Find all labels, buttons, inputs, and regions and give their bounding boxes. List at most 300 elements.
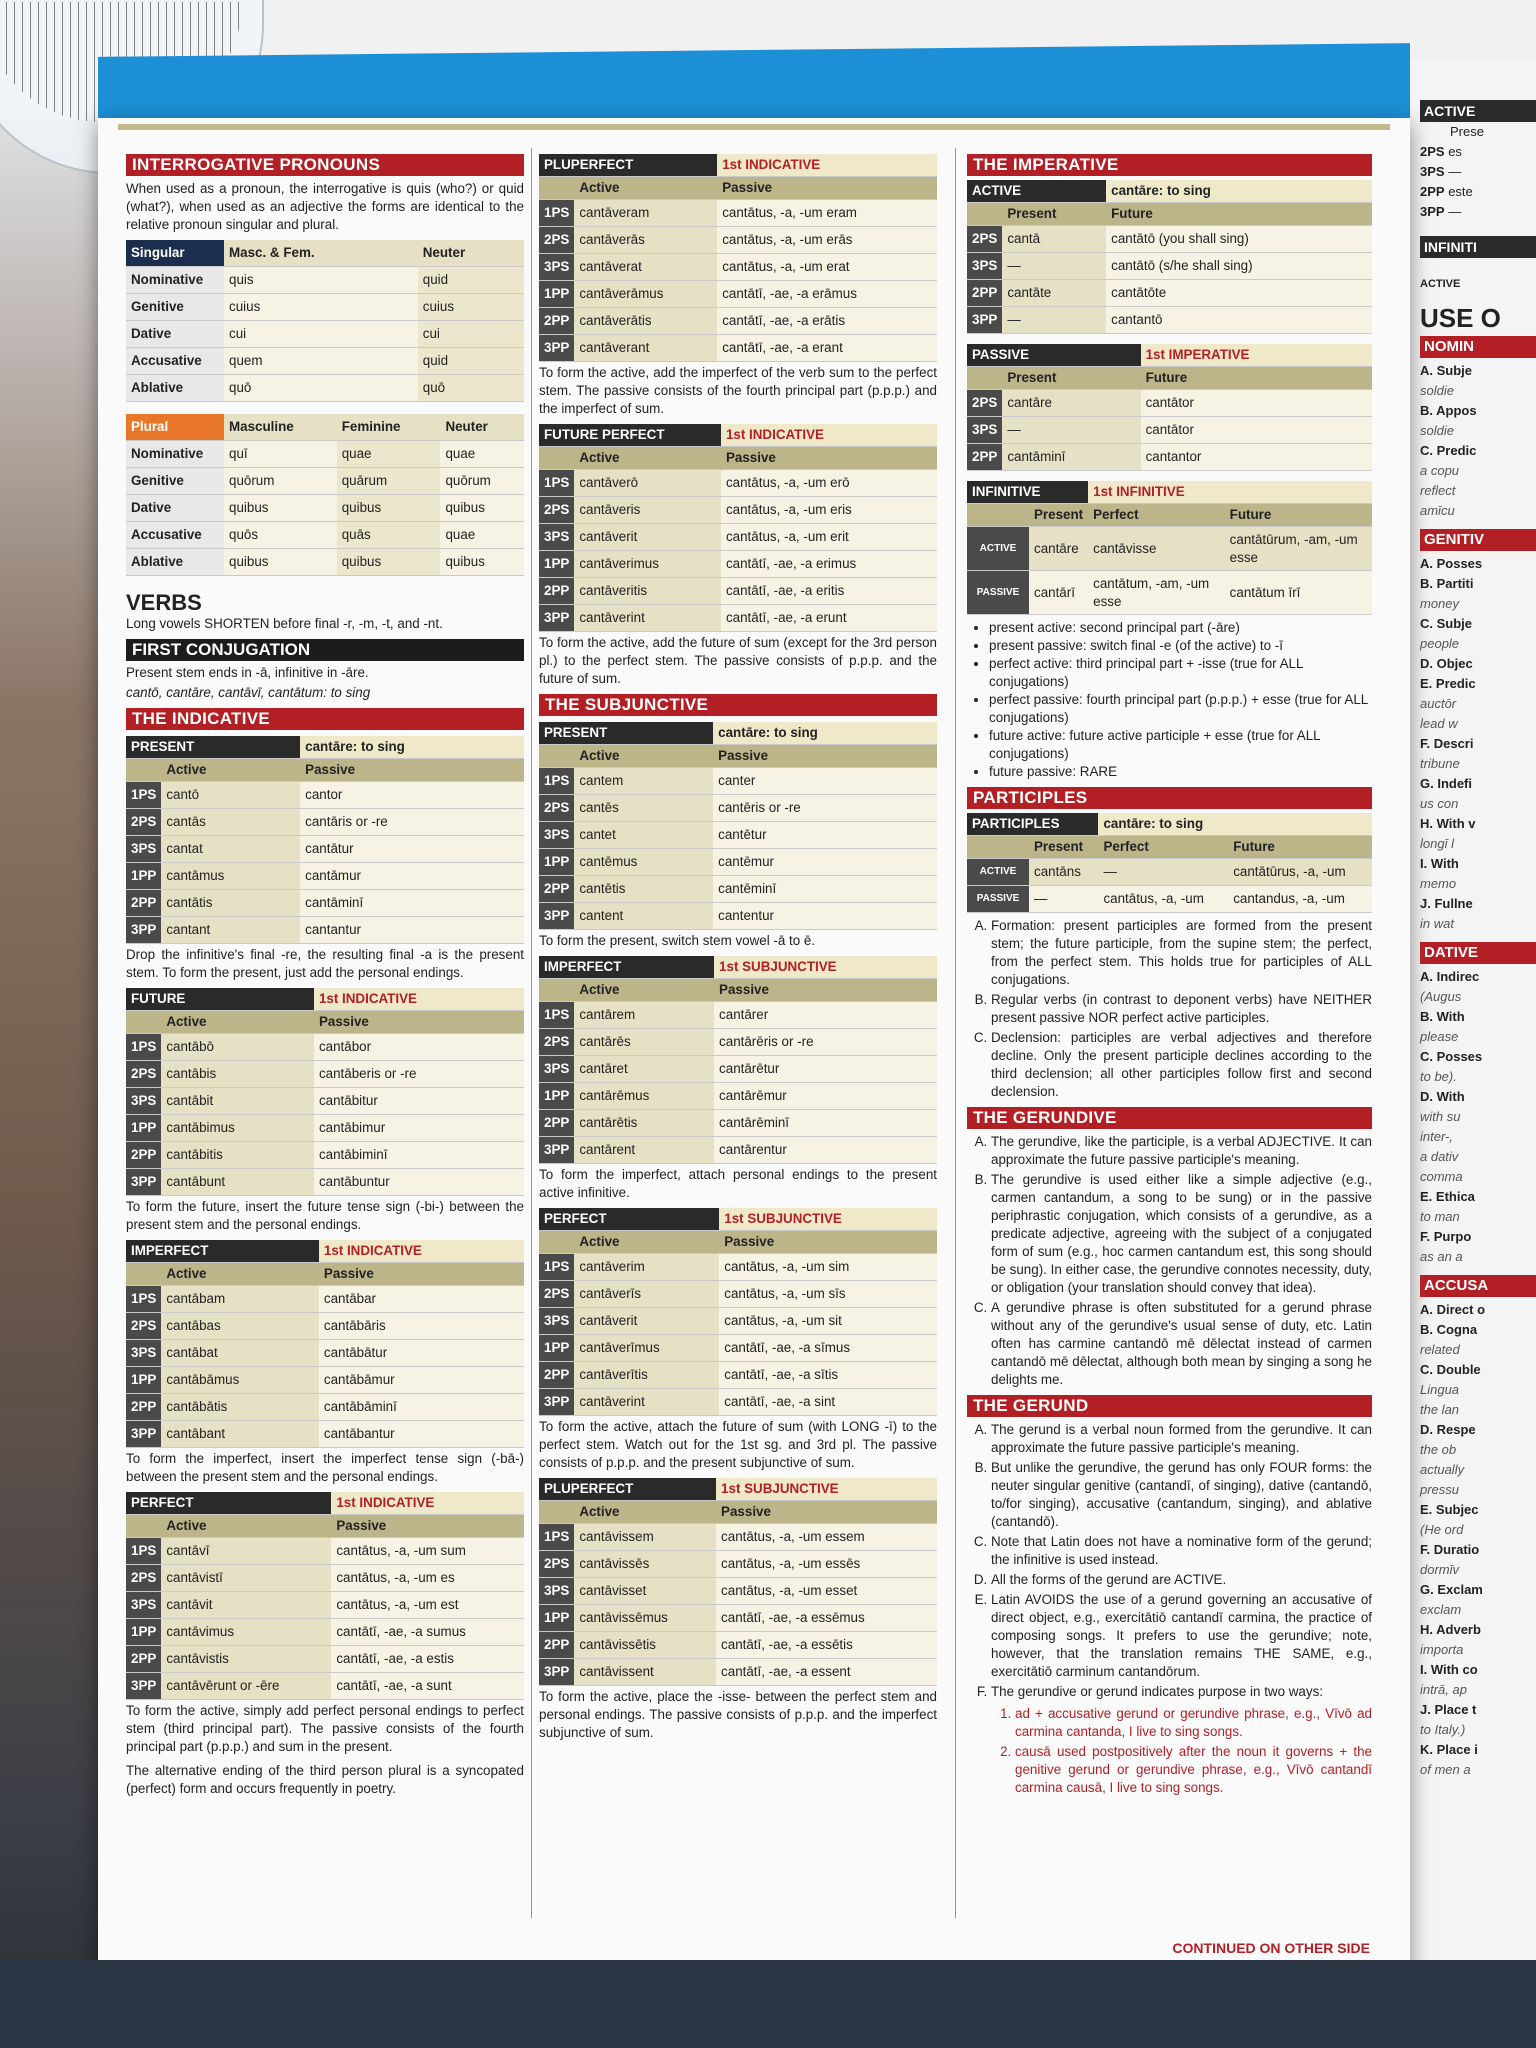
active-form: cantet xyxy=(574,822,713,849)
table-row xyxy=(539,1254,937,1281)
tense-title: PLUPERFECT xyxy=(539,1478,716,1501)
person-label: 2PP xyxy=(967,444,1002,471)
active-form: cantāvistī xyxy=(161,1565,331,1592)
person-label: 3PS xyxy=(126,1340,161,1367)
table-row xyxy=(539,1137,937,1164)
adj-value: este xyxy=(1448,184,1473,199)
column-2 xyxy=(539,148,937,1744)
adj-line: tribune xyxy=(1420,756,1460,771)
mood-label xyxy=(300,736,524,759)
passive-form: cantārēminī xyxy=(714,1110,937,1137)
table-row xyxy=(539,1524,937,1551)
active-form: cantāveram xyxy=(574,200,717,227)
person-label: 3PS xyxy=(967,253,1002,280)
table-row xyxy=(126,1538,524,1565)
bullet-item: • future active: future active participle + esse (true for ALL conjugations) xyxy=(989,727,1372,763)
adj-row xyxy=(1420,162,1536,182)
active-form: cantāvisset xyxy=(574,1578,716,1605)
note-item: A. The gerund is a verbal noun formed from the gerundive. It can approximate the future passive participle's meaning. xyxy=(991,1421,1372,1457)
infinitive-label: 1st INFINITIVE xyxy=(1093,484,1185,499)
passive-form: canter xyxy=(713,768,937,795)
table-row xyxy=(126,1673,524,1700)
table-cell: quibus xyxy=(224,549,337,576)
active-form: cantāverīs xyxy=(574,1281,719,1308)
passive-form: cantātus, -a, -um est xyxy=(331,1592,524,1619)
active-form: cantābō xyxy=(161,1034,314,1061)
adj-line: lead w xyxy=(1420,716,1458,731)
col-present: Present xyxy=(1002,203,1106,226)
passive-form: cantātī, -ae, -a erimus xyxy=(721,551,937,578)
person-label: 2PS xyxy=(539,227,574,254)
active-form: cantāmus xyxy=(161,863,300,890)
passive-form: cantātus, -a, -um erit xyxy=(721,524,937,551)
adj-line: of men a xyxy=(1420,1762,1471,1777)
table-row xyxy=(126,809,524,836)
active-header: Active xyxy=(574,1501,716,1524)
person-label: 2PP xyxy=(539,578,574,605)
passive-header: Passive xyxy=(719,1231,937,1254)
adj-accusative-list xyxy=(1420,1300,1536,1780)
table-row xyxy=(967,226,1372,253)
present-indicative-table xyxy=(126,736,524,982)
passive-form: cantābāminī xyxy=(319,1394,524,1421)
person-label: 3PP xyxy=(126,1421,161,1448)
active-form: cantārēs xyxy=(574,1029,714,1056)
table-row xyxy=(539,795,937,822)
table-cell: quibus xyxy=(224,495,337,522)
table-cell: quem xyxy=(224,348,418,375)
active-form: cantābimus xyxy=(161,1115,314,1142)
person-label: 1PP xyxy=(126,863,161,890)
mood-label-text: 1st INDICATIVE xyxy=(336,1495,435,1510)
passive-form: cantātī, -ae, -a estis xyxy=(331,1646,524,1673)
person-label: 3PS xyxy=(539,1308,574,1335)
table-row xyxy=(539,551,937,578)
header-cell: Masculine xyxy=(224,414,337,441)
active-form: cantābat xyxy=(161,1340,319,1367)
passive-form: cantārētur xyxy=(714,1056,937,1083)
bullet-item: • present active: second principal part (-āre) xyxy=(989,619,1372,637)
future-form: cantātō (s/he shall sing) xyxy=(1106,253,1372,280)
adj-line: please xyxy=(1420,1029,1459,1044)
table-row xyxy=(126,782,524,809)
adj-line: to Italy.) xyxy=(1420,1722,1466,1737)
adj-line: I. With xyxy=(1420,856,1459,871)
active-form: cantās xyxy=(161,809,300,836)
mood-label xyxy=(319,1240,524,1263)
adj-line: the ob xyxy=(1420,1442,1457,1457)
note-item: A. The gerundive, like the participle, is a verbal ADJECTIVE. It can approximate the future passive participle's meaning. xyxy=(991,1133,1372,1169)
adj-line: a dativ xyxy=(1420,1149,1459,1164)
table-row xyxy=(126,1313,524,1340)
table-row xyxy=(539,1083,937,1110)
continued-note: CONTINUED ON OTHER SIDE xyxy=(1172,1940,1370,1956)
passive-form: cantābāmur xyxy=(319,1367,524,1394)
adj-label: 3PP xyxy=(1420,204,1445,219)
passive-form: cantāris or -re xyxy=(300,809,524,836)
verb-table xyxy=(539,154,937,362)
note-item: C. Declension: participles are verbal adjectives and therefore decline. Only the present participle declines according to the third declension; all other participles follow first and second declension. xyxy=(991,1029,1372,1101)
adj-line: B. With xyxy=(1420,1009,1465,1024)
imperative-active-table xyxy=(967,180,1372,334)
table-cell: cantātum īrī xyxy=(1225,571,1372,615)
purpose-item: 1. ad + accusative gerund or gerundive phrase, e.g., Vīvō ad carmina cantanda, I live to sing songs. xyxy=(1015,1705,1372,1741)
table-row xyxy=(539,1389,937,1416)
voice-header-row xyxy=(126,1263,524,1286)
case-label: Ablative xyxy=(126,375,224,402)
first-conjugation-title: FIRST CONJUGATION xyxy=(126,639,524,661)
imperative-active-header: ACTIVE xyxy=(967,180,1106,203)
table-row xyxy=(539,254,937,281)
col-perfect: Perfect xyxy=(1098,836,1228,859)
adj-line: E. Predic xyxy=(1420,676,1476,691)
infinitive-bullets xyxy=(967,619,1372,781)
voice-header-row xyxy=(539,745,937,768)
active-form: cantāvistis xyxy=(161,1646,331,1673)
note-item: A. Formation: present participles are formed from the present stem; the future participle, from the supine stem; the perfect, from the perfect stem. This holds true for participles of ALL conjugations. xyxy=(991,917,1372,989)
row-label: PASSIVE xyxy=(967,571,1029,615)
imperative-active-label: cantāre: to sing xyxy=(1106,180,1372,203)
active-form: cantāverim xyxy=(574,1254,719,1281)
header-cell: Masc. & Fem. xyxy=(224,240,418,267)
active-header: Active xyxy=(574,177,717,200)
passive-header: Passive xyxy=(314,1011,524,1034)
blank-cell xyxy=(539,979,574,1002)
person-label: 3PP xyxy=(539,335,574,362)
table-row xyxy=(539,200,937,227)
adj-active-label: ACTIVE xyxy=(1420,278,1461,290)
formation-note: To form the imperfect, insert the imperfect tense sign (-bā-) between the present stem and the personal endings. xyxy=(126,1451,524,1484)
adj-line: H. With v xyxy=(1420,816,1476,831)
person-label: 1PP xyxy=(539,551,574,578)
adj-line: auctōr xyxy=(1420,696,1457,711)
active-form: cantāvissent xyxy=(574,1659,716,1686)
adj-active-header: ACTIVE xyxy=(1420,100,1536,122)
tense-title: PERFECT xyxy=(126,1492,331,1515)
table-row xyxy=(539,1605,937,1632)
adj-line: amīcu xyxy=(1420,503,1455,518)
adj-line: C. Predic xyxy=(1420,443,1477,458)
infinitive-table xyxy=(967,481,1372,615)
active-form: cantābunt xyxy=(161,1169,314,1196)
passive-form: cantātī, -ae, -a erunt xyxy=(721,605,937,632)
present-form: cantāte xyxy=(1002,280,1106,307)
table-row xyxy=(539,524,937,551)
adj-line: E. Ethica xyxy=(1420,1189,1475,1204)
col-future: Future xyxy=(1141,367,1372,390)
table-row xyxy=(967,280,1372,307)
person-label: 3PS xyxy=(539,1056,574,1083)
imperative-title: THE IMPERATIVE xyxy=(967,154,1372,176)
adjacent-panel-content xyxy=(1420,100,1536,1780)
note-item: D. All the forms of the gerund are ACTIVE. xyxy=(991,1571,1372,1589)
adj-line: H. Adverb xyxy=(1420,1622,1481,1637)
table-row xyxy=(126,1421,524,1448)
person-label: 2PS xyxy=(126,1313,161,1340)
person-label: 1PS xyxy=(126,1286,161,1313)
table-row xyxy=(539,281,937,308)
person-label: 1PS xyxy=(539,768,574,795)
passive-header: Passive xyxy=(714,979,937,1002)
passive-form: cantāminī xyxy=(300,890,524,917)
mood-label-text: 1st INDICATIVE xyxy=(725,427,824,442)
person-label: 3PP xyxy=(126,1169,161,1196)
perfect-subjunctive-table xyxy=(539,1208,937,1472)
passive-form: cantātī, -ae, -a essētis xyxy=(716,1632,937,1659)
future-indicative-table xyxy=(126,988,524,1234)
active-form: cantāret xyxy=(574,1056,714,1083)
col-perfect: Perfect xyxy=(1088,504,1225,527)
adj-value: — xyxy=(1448,164,1462,179)
note-item: F. The gerundive or gerund indicates purpose in two ways: xyxy=(991,1683,1372,1701)
adj-line: people xyxy=(1420,636,1460,651)
passive-form: cantārer xyxy=(714,1002,937,1029)
table-cell: cantāvisse xyxy=(1088,527,1225,571)
mood-label-text: 1st SUBJUNCTIVE xyxy=(721,1481,839,1496)
person-label: 3PP xyxy=(539,1389,574,1416)
table-row xyxy=(539,227,937,254)
gerundive-notes xyxy=(967,1133,1372,1389)
active-header: Active xyxy=(161,1011,314,1034)
adj-line: (Augus xyxy=(1420,989,1462,1004)
case-label: Accusative xyxy=(126,348,224,375)
table-row xyxy=(539,1281,937,1308)
adj-line: I. With co xyxy=(1420,1662,1478,1677)
imperfect-indicative-table xyxy=(126,1240,524,1486)
person-label: 2PP xyxy=(539,308,574,335)
imperative-label: 1st IMPERATIVE xyxy=(1145,347,1250,362)
voice-header-row xyxy=(539,1501,937,1524)
table-cell: quis xyxy=(224,267,418,294)
person-label: 2PP xyxy=(126,1394,161,1421)
active-form: cantāverit xyxy=(574,524,721,551)
passive-form: cantārentur xyxy=(714,1137,937,1164)
tense-title: PERFECT xyxy=(539,1208,719,1231)
table-row xyxy=(967,307,1372,334)
interrogative-title: INTERROGATIVE PRONOUNS xyxy=(126,154,524,176)
adj-line: intrā, ap xyxy=(1420,1682,1467,1697)
formation-note: To form the future, insert the future tense sign (-bi-) between the present stem and the personal endings. xyxy=(126,1199,524,1232)
future-form: cantātor xyxy=(1141,417,1372,444)
participles-notes xyxy=(967,917,1372,1101)
blank-cell xyxy=(967,367,1002,390)
passive-form: cantābuntur xyxy=(314,1169,524,1196)
note-item: B. The gerundive is used either like a simple adjective (e.g., carmen cantandum, a song to be sung) or in the passive periphrastic conjugation, which consists of a gerundive, as a predicate adjective, agreeing with the subject of a conjugated form of sum (e.g., hoc carmen cantandum est, this song should be sung). In either case, the gerundive connotes necessity, duty, or obligation (your translation should convey that idea). xyxy=(991,1171,1372,1297)
formation-note: To form the present, switch stem vowel -ā to ē. xyxy=(539,933,816,948)
person-label: 2PP xyxy=(539,876,574,903)
adj-value: — xyxy=(1448,204,1462,219)
active-form: cantābis xyxy=(161,1061,314,1088)
voice-header-row xyxy=(539,177,937,200)
col-present: Present xyxy=(1029,504,1088,527)
person-label: 3PP xyxy=(967,307,1002,334)
bullet-item: • present passive: switch final -e (of the active) to -ī xyxy=(989,637,1372,655)
table-cell: quae xyxy=(440,522,524,549)
person-label: 2PS xyxy=(539,1029,574,1056)
person-label: 2PP xyxy=(126,1142,161,1169)
col-future: Future xyxy=(1228,836,1372,859)
bullet-item: • perfect passive: fourth principal part (p.p.p.) + esse (true for ALL conjugations) xyxy=(989,691,1372,727)
table-row xyxy=(539,1308,937,1335)
passive-form: cantātus, -a, -um eram xyxy=(717,200,937,227)
adj-line: dormīv xyxy=(1420,1562,1460,1577)
table-row xyxy=(126,1169,524,1196)
person-label: 2PS xyxy=(126,1061,161,1088)
blank-cell xyxy=(126,1263,161,1286)
adj-genitive-header: GENITIV xyxy=(1420,529,1536,551)
person-label: 1PS xyxy=(539,1254,574,1281)
adj-accusative-header: ACCUSA xyxy=(1420,1275,1536,1297)
active-form: cantārent xyxy=(574,1137,714,1164)
passive-form: cantābātur xyxy=(319,1340,524,1367)
adj-label: 2PS xyxy=(1420,144,1445,159)
person-label: 3PS xyxy=(539,524,574,551)
table-row xyxy=(126,1394,524,1421)
person-label: 2PP xyxy=(126,1646,161,1673)
adj-genitive-list xyxy=(1420,554,1536,934)
blank-cell xyxy=(126,759,161,782)
adj-line: money xyxy=(1420,596,1460,611)
mood-label-text: 1st INDICATIVE xyxy=(722,157,821,172)
gold-strip xyxy=(118,124,1390,130)
table-row xyxy=(126,1565,524,1592)
person-label: 2PS xyxy=(539,497,574,524)
tense-title: FUTURE PERFECT xyxy=(539,424,721,447)
person-label: 1PP xyxy=(539,1083,574,1110)
table-row xyxy=(539,822,937,849)
table-cell: quae xyxy=(337,441,441,468)
table-row xyxy=(126,321,524,348)
mood-label xyxy=(714,956,937,979)
adj-line: longī l xyxy=(1420,836,1454,851)
active-form: cantābit xyxy=(161,1088,314,1115)
adj-line: (He ord xyxy=(1420,1522,1464,1537)
person-label: 1PS xyxy=(126,782,161,809)
table-row xyxy=(539,1578,937,1605)
passive-form: cantātī, -ae, -a sint xyxy=(719,1389,937,1416)
adj-line: related xyxy=(1420,1342,1460,1357)
table-row xyxy=(539,1659,937,1686)
table-header-row xyxy=(539,154,937,177)
col-present: Present xyxy=(1002,367,1140,390)
passive-form: cantābiminī xyxy=(314,1142,524,1169)
person-label: 3PP xyxy=(126,917,161,944)
adj-line: C. Posses xyxy=(1420,1049,1483,1064)
case-label: Ablative xyxy=(126,549,224,576)
table-row xyxy=(126,549,524,576)
table-cell: cantātūrus, -a, -um xyxy=(1228,859,1372,886)
row-label: ACTIVE xyxy=(967,527,1029,571)
passive-form: cantātur xyxy=(300,836,524,863)
person-label: 1PP xyxy=(126,1367,161,1394)
col-future: Future xyxy=(1106,203,1372,226)
table-row xyxy=(967,253,1372,280)
interrogative-intro: When used as a pronoun, the interrogative is quis (who?) or quid (what?), when used as an adjective the forms are identical to the relative pronoun singular and plural. xyxy=(126,181,524,232)
active-form: cantem xyxy=(574,768,713,795)
table-cell: cantandus, -a, -um xyxy=(1228,886,1372,913)
gerund-title: THE GERUND xyxy=(967,1395,1372,1417)
adj-line: F. Duratio xyxy=(1420,1542,1480,1557)
adj-line: B. Appos xyxy=(1420,403,1477,418)
person-label: 2PS xyxy=(539,1281,574,1308)
passive-header: Passive xyxy=(331,1515,524,1538)
person-label: 2PS xyxy=(539,1551,574,1578)
verb-table xyxy=(539,956,937,1164)
participles-title: PARTICIPLES xyxy=(967,787,1372,809)
header-cell: Neuter xyxy=(418,240,524,267)
present-form: — xyxy=(1002,253,1106,280)
active-header: Active xyxy=(574,745,713,768)
table-row xyxy=(126,863,524,890)
present-form: — xyxy=(1002,307,1106,334)
table-cell: cantātum, -am, -um esse xyxy=(1088,571,1225,615)
table-row xyxy=(539,1362,937,1389)
active-form: cantēmus xyxy=(574,849,713,876)
active-form: cantāveris xyxy=(574,497,721,524)
person-label: 1PP xyxy=(126,1619,161,1646)
active-form: cantāverint xyxy=(574,1389,719,1416)
table-cell: cantātūrum, -am, -um esse xyxy=(1225,527,1372,571)
voice-header-row xyxy=(539,1231,937,1254)
present-form: — xyxy=(1002,417,1140,444)
active-form: cantāverītis xyxy=(574,1362,719,1389)
active-form: cantāverīmus xyxy=(574,1335,719,1362)
adj-line: with su xyxy=(1420,1109,1461,1124)
active-header: Active xyxy=(161,759,300,782)
adj-line: to be). xyxy=(1420,1069,1457,1084)
passive-form: cantāberis or -re xyxy=(314,1061,524,1088)
perfect-indicative-table xyxy=(126,1492,524,1756)
passive-form: cantātus, -a, -um eris xyxy=(721,497,937,524)
passive-header: Passive xyxy=(716,1501,937,1524)
table-header xyxy=(126,414,524,441)
passive-form: cantentur xyxy=(713,903,937,930)
adj-line: A. Posses xyxy=(1420,556,1483,571)
active-form: cantāvit xyxy=(161,1592,331,1619)
person-label: 3PS xyxy=(539,822,574,849)
table-cell: quās xyxy=(337,522,441,549)
imperative-passive-table xyxy=(967,344,1372,471)
mood-label-text: 1st SUBJUNCTIVE xyxy=(724,1211,842,1226)
person-label: 1PP xyxy=(539,849,574,876)
active-header: Active xyxy=(574,447,721,470)
table-cell: quibus xyxy=(337,495,441,522)
future-form: cantātōte xyxy=(1106,280,1372,307)
person-label: 2PS xyxy=(539,795,574,822)
adj-line: soldie xyxy=(1420,423,1454,438)
table-row xyxy=(126,917,524,944)
mood-label xyxy=(331,1492,524,1515)
formation-note: Drop the infinitive's final -re, the resulting final -a is the present stem. To form the present, just add the personal endings. xyxy=(126,947,524,980)
active-form: cantārēmus xyxy=(574,1083,714,1110)
table-row xyxy=(539,308,937,335)
table-row xyxy=(539,470,937,497)
active-form: cantābant xyxy=(161,1421,319,1448)
column-divider xyxy=(531,148,532,1918)
active-form: cantāvimus xyxy=(161,1619,331,1646)
passive-form: cantātus, -a, -um erō xyxy=(721,470,937,497)
passive-form: cantātus, -a, -um erat xyxy=(717,254,937,281)
active-form: cantāvērunt or -ēre xyxy=(161,1673,331,1700)
adj-line: reflect xyxy=(1420,483,1456,498)
passive-form: cantāmur xyxy=(300,863,524,890)
table-row xyxy=(126,1115,524,1142)
active-form: cantāvissētis xyxy=(574,1632,716,1659)
formation-note: To form the active, attach the future of sum (with LONG -ī) to the perfect stem. Watch out for the 1st sg. and 3rd pl. The passive consists of p.p.p. and the present subjunctive of sum. xyxy=(539,1419,937,1470)
table-header-row xyxy=(126,1240,524,1263)
table-row xyxy=(126,1034,524,1061)
active-form: cantātis xyxy=(161,890,300,917)
